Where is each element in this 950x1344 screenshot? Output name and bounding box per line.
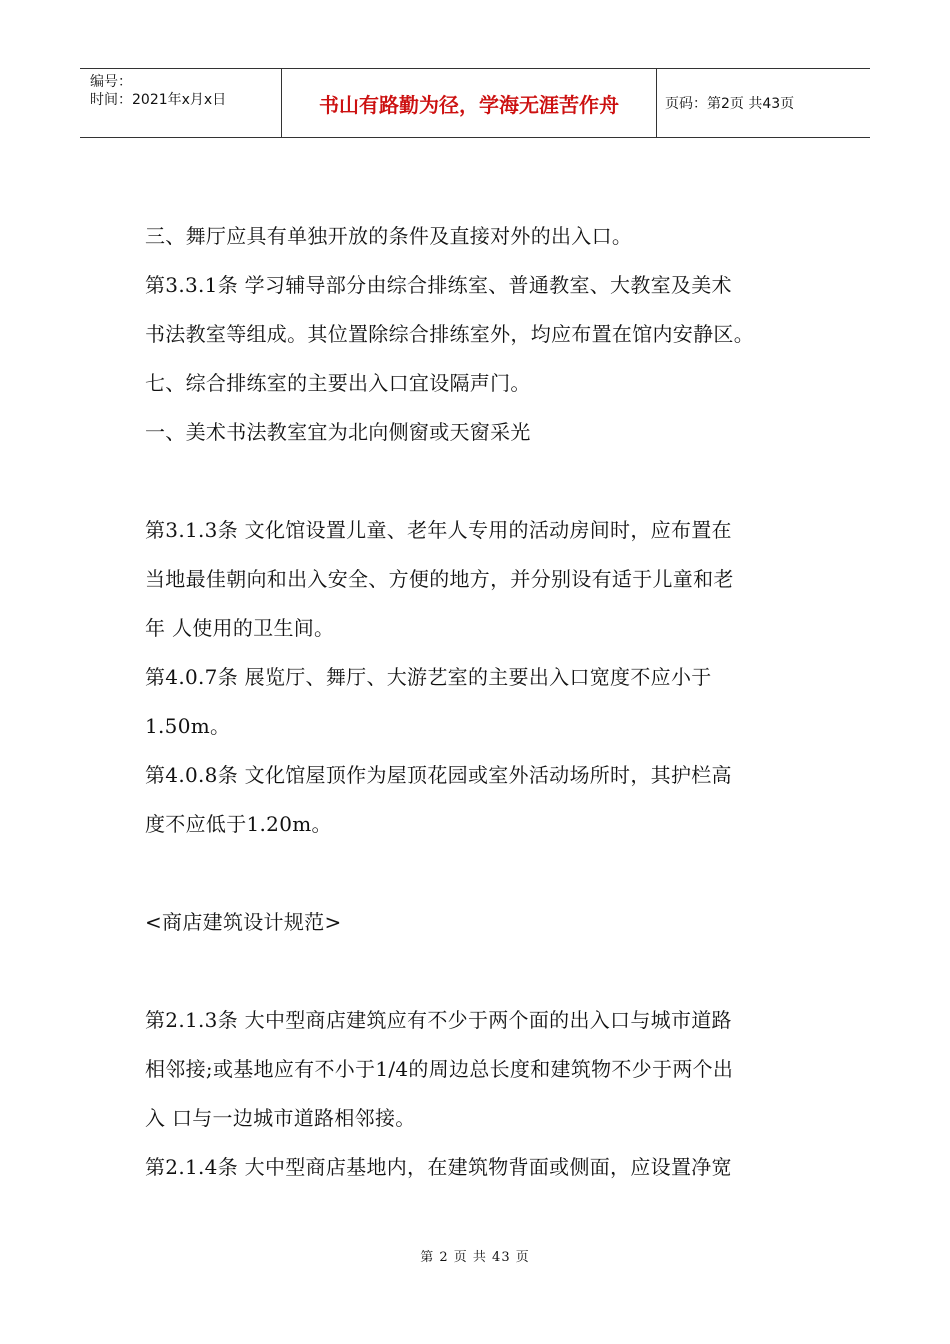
document-body bbox=[145, 212, 810, 1192]
body-line: 第4.0.7条 展览厅、舞厅、大游艺室的主要出入口宽度不应小于 bbox=[145, 665, 712, 689]
page-footer: 第 2 页 共 43 页 bbox=[420, 1250, 530, 1265]
body-line: 入 口与一边城市道路相邻接。 bbox=[145, 1106, 416, 1130]
document-time: 时间：2021年x月x日 bbox=[90, 92, 227, 108]
body-line: 第2.1.4条 大中型商店基地内，在建筑物背面或侧面，应设置净宽 bbox=[145, 1155, 732, 1179]
blank-line bbox=[145, 849, 810, 898]
header-page-info: 页码：第2页 共43页 bbox=[665, 96, 795, 112]
header-meta bbox=[80, 69, 282, 137]
body-line: 第3.3.1条 学习辅导部分由综合排练室、普通教室、大教室及美术 bbox=[145, 273, 732, 297]
body-line: 第2.1.3条 大中型商店建筑应有不少于两个面的出入口与城市道路 bbox=[145, 1008, 732, 1032]
body-line: 七、综合排练室的主要出入口宜设隔声门。 bbox=[145, 371, 531, 395]
body-line: 当地最佳朝向和出入安全、方便的地方，并分别设有适于儿童和老 bbox=[145, 567, 734, 591]
body-line: <商店建筑设计规范> bbox=[145, 910, 342, 934]
header-motto: 书山有路勤为径，学海无涯苦作舟 bbox=[282, 69, 657, 137]
body-line: 一、美术书法教室宜为北向侧窗或天窗采光 bbox=[145, 420, 531, 444]
body-line: 第3.1.3条 文化馆设置儿童、老年人专用的活动房间时，应布置在 bbox=[145, 518, 732, 542]
body-line: 书法教室等组成。其位置除综合排练室外，均应布置在馆内安静区。 bbox=[145, 322, 754, 346]
blank-line bbox=[145, 457, 810, 506]
body-line: 年 人使用的卫生间。 bbox=[145, 616, 335, 640]
page-header bbox=[80, 68, 870, 138]
body-line: 相邻接;或基地应有不小于1/4的周边总长度和建筑物不少于两个出 bbox=[145, 1057, 734, 1081]
body-line: 三、舞厅应具有单独开放的条件及直接对外的出入口。 bbox=[145, 224, 633, 248]
body-line: 1.50m。 bbox=[145, 714, 231, 738]
body-line: 第4.0.8条 文化馆屋顶作为屋顶花园或室外活动场所时，其护栏高 bbox=[145, 763, 732, 787]
document-number-label: 编号： bbox=[90, 74, 132, 90]
blank-line bbox=[145, 947, 810, 996]
body-line: 度不应低于1.20m。 bbox=[145, 812, 332, 836]
